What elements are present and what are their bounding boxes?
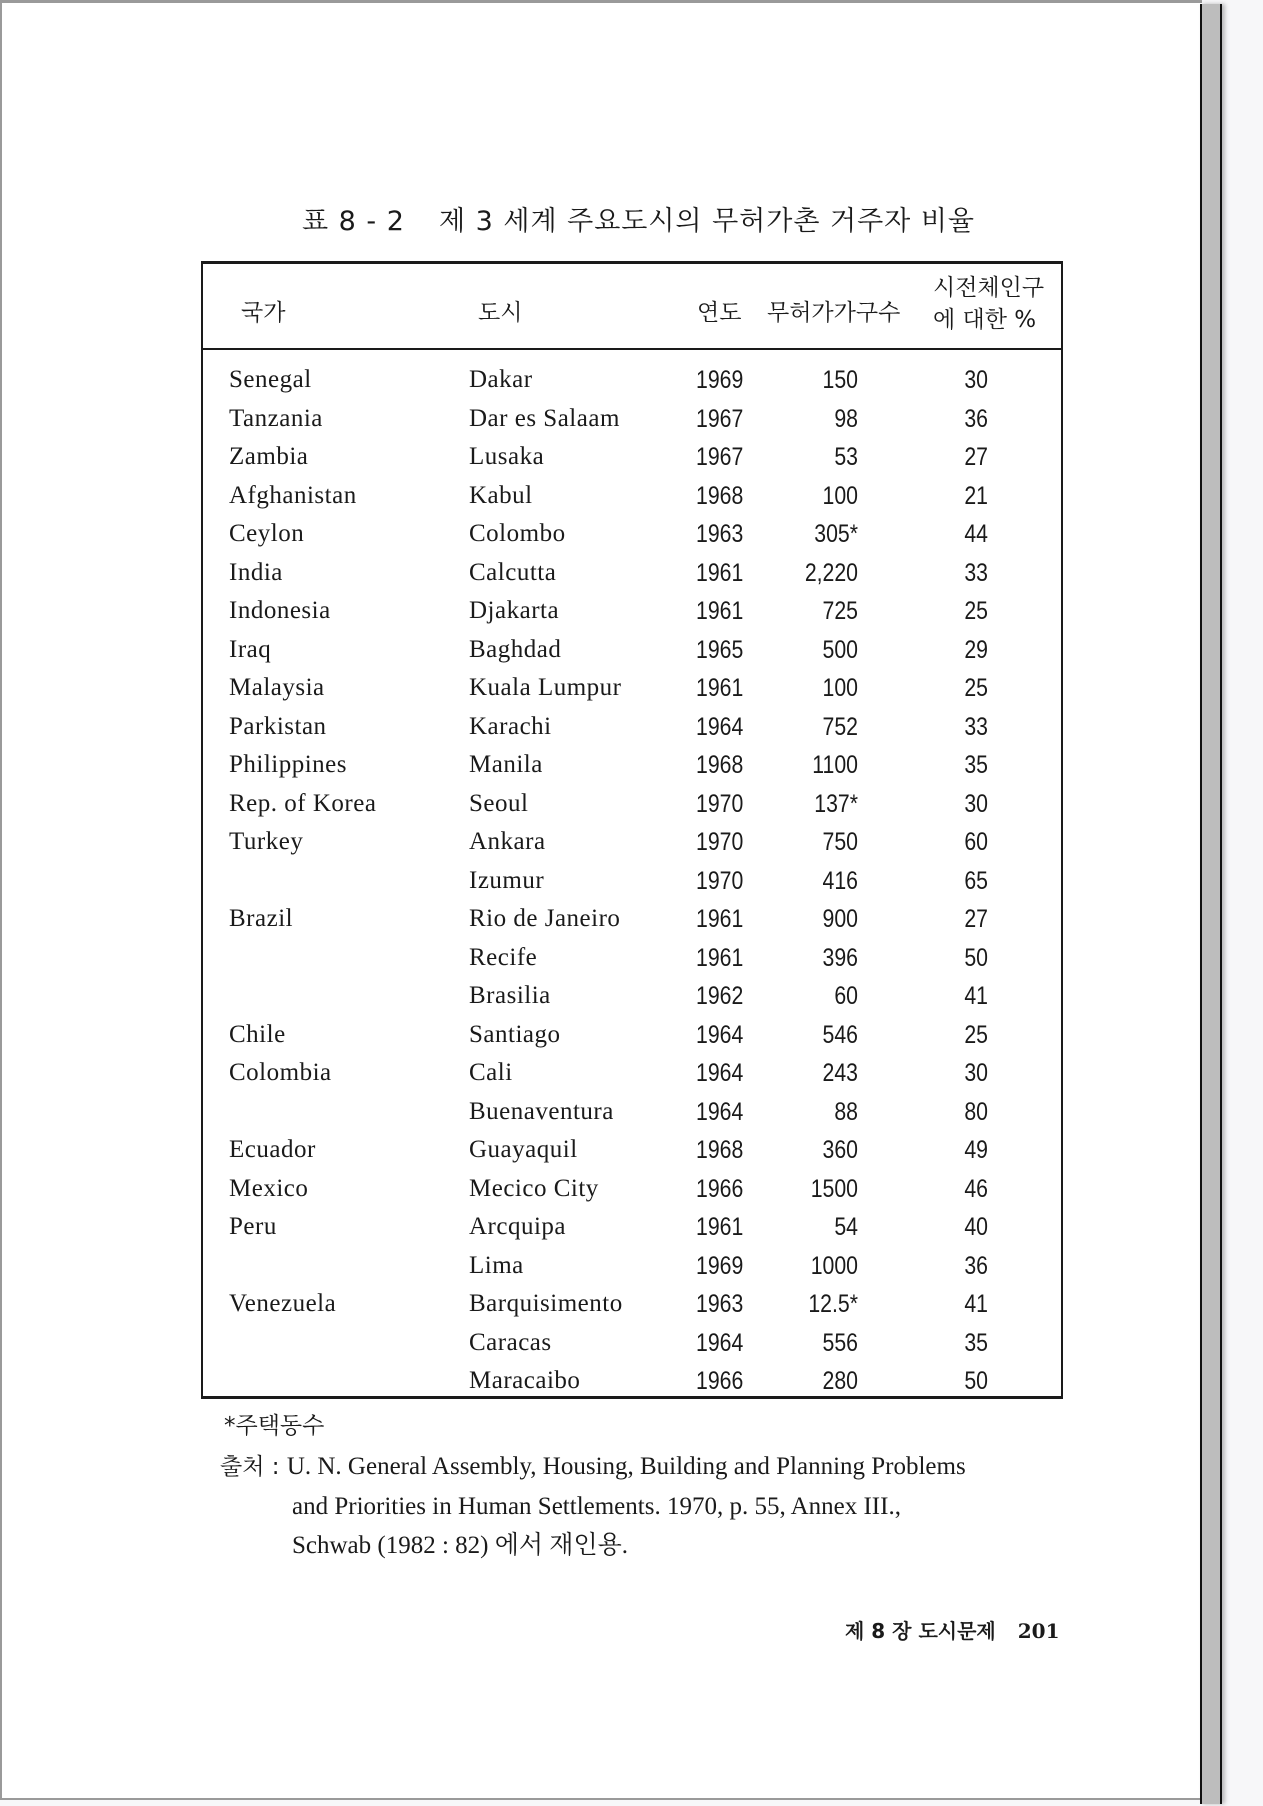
cell-percent: 46: [964, 1174, 988, 1203]
cell-count: 137*: [814, 789, 858, 818]
cell-percent: 33: [964, 712, 988, 741]
cell-city: Cali: [469, 1059, 513, 1086]
cell-country: Mexico: [229, 1174, 309, 1202]
cell-count: 752: [822, 712, 858, 741]
table-row: [203, 1327, 1061, 1366]
cell-city: Mecico City: [469, 1174, 599, 1202]
header-country: 국가: [241, 300, 286, 326]
cell-percent: 27: [964, 443, 988, 471]
cell-count: 305*: [814, 520, 858, 548]
cell-count: 900: [822, 905, 858, 933]
cell-year: 1970: [696, 789, 744, 818]
table-row: [203, 1365, 1061, 1404]
cell-percent: 36: [964, 1251, 988, 1280]
cell-city: Lima: [469, 1251, 524, 1279]
table-row: [203, 1019, 1061, 1058]
cell-country: Zambia: [229, 443, 309, 470]
cell-year: 1967: [696, 443, 744, 471]
cell-percent: 35: [964, 1328, 988, 1357]
cell-count: 546: [822, 1020, 858, 1049]
cell-country: Afghanistan: [229, 481, 357, 509]
cell-country: Tanzania: [229, 404, 323, 432]
table-row: [203, 980, 1061, 1019]
table-row: [203, 364, 1061, 403]
cell-city: Karachi: [469, 712, 552, 740]
cell-city: Seoul: [469, 789, 529, 817]
table-row: [203, 942, 1061, 981]
cell-count: 1500: [810, 1174, 858, 1203]
cell-country: Peru: [229, 1213, 277, 1240]
cell-percent: 49: [964, 1136, 988, 1164]
cell-percent: 41: [964, 1290, 988, 1318]
cell-country: Venezuela: [229, 1290, 337, 1317]
cell-year: 1961: [696, 674, 744, 702]
cell-count: 54: [834, 1213, 858, 1241]
cell-count: 280: [822, 1367, 858, 1395]
cell-count: 360: [822, 1136, 858, 1164]
cell-country: India: [229, 558, 283, 586]
table-row: [203, 711, 1061, 750]
cell-percent: 30: [964, 789, 988, 818]
cell-country: Parkistan: [229, 712, 327, 740]
cell-count: 100: [822, 674, 858, 702]
source-line-1: U. N. General Assembly, Housing, Building and Planning Problems: [286, 1453, 966, 1480]
cell-count: 750: [822, 828, 858, 856]
cell-count: 556: [822, 1328, 858, 1357]
cell-year: 1962: [696, 982, 744, 1010]
cell-year: 1970: [696, 828, 744, 856]
squatter-table: [201, 261, 1063, 1399]
cell-year: 1963: [696, 520, 744, 548]
cell-city: Lusaka: [469, 443, 545, 470]
table-row: [203, 903, 1061, 942]
cell-year: 1970: [696, 866, 744, 895]
cell-count: 416: [822, 866, 858, 895]
cell-percent: 25: [964, 597, 988, 625]
cell-percent: 27: [964, 905, 988, 933]
table-title: 제 3 세계 주요도시의 무허가촌 거주자 비율: [438, 206, 976, 237]
page-number: 201: [1017, 1619, 1060, 1643]
page-footer: [845, 1615, 1059, 1644]
cell-country: Turkey: [229, 828, 304, 855]
cell-country: Colombia: [229, 1059, 332, 1086]
footnote: *주택동수: [224, 1413, 325, 1439]
cell-year: 1964: [696, 1097, 744, 1126]
cell-year: 1961: [696, 943, 744, 972]
cell-percent: 40: [964, 1213, 988, 1241]
header-percent: [933, 272, 1044, 336]
table-row: [203, 1173, 1061, 1212]
cell-percent: 35: [964, 751, 988, 779]
table-row: [203, 1057, 1061, 1096]
cell-year: 1964: [696, 1059, 744, 1087]
cell-year: 1968: [696, 1136, 744, 1164]
cell-country: Philippines: [229, 751, 348, 778]
cell-percent: 25: [964, 1020, 988, 1049]
cell-percent: 44: [964, 520, 988, 548]
source-line-2: and Priorities in Human Settlements. 1970, p. 55, Annex III.,: [292, 1493, 901, 1520]
cell-percent: 33: [964, 558, 988, 587]
cell-count: 1100: [812, 751, 858, 779]
cell-country: Chile: [229, 1020, 286, 1048]
cell-year: 1965: [696, 635, 744, 664]
cell-country: Indonesia: [229, 597, 331, 624]
cell-country: Malaysia: [229, 674, 325, 701]
table-row: [203, 826, 1061, 865]
table-row: [203, 788, 1061, 827]
cell-percent: 65: [964, 866, 988, 895]
cell-country: Rep. of Korea: [229, 789, 377, 817]
cell-city: Manila: [469, 751, 543, 778]
cell-city: Maracaibo: [469, 1367, 581, 1394]
cell-year: 1961: [696, 558, 744, 587]
cell-percent: 41: [964, 982, 988, 1010]
cell-count: 243: [822, 1059, 858, 1087]
cell-city: Izumur: [469, 866, 545, 894]
cell-country: Ceylon: [229, 520, 305, 547]
cell-city: Djakarta: [469, 597, 560, 624]
page-edge-shadow: [1200, 4, 1222, 1804]
cell-city: Dakar: [469, 366, 533, 393]
cell-country: Senegal: [229, 366, 312, 393]
cell-percent: 21: [964, 481, 988, 510]
table-row: [203, 634, 1061, 673]
cell-city: Baghdad: [469, 635, 562, 663]
cell-year: 1966: [696, 1367, 744, 1395]
cell-year: 1963: [696, 1290, 744, 1318]
table-row: [203, 557, 1061, 596]
cell-percent: 50: [964, 943, 988, 972]
cell-year: 1961: [696, 597, 744, 625]
cell-year: 1961: [696, 905, 744, 933]
cell-percent: 30: [964, 1059, 988, 1087]
table-row: [203, 1134, 1061, 1173]
cell-year: 1968: [696, 481, 744, 510]
cell-city: Rio de Janeiro: [469, 905, 621, 932]
cell-country: Ecuador: [229, 1136, 316, 1163]
cell-city: Recife: [469, 943, 538, 971]
header-city: 도시: [478, 300, 523, 326]
cell-city: Arcquipa: [469, 1213, 567, 1240]
cell-year: 1964: [696, 1328, 744, 1357]
cell-year: 1966: [696, 1174, 744, 1203]
cell-count: 1000: [810, 1251, 858, 1280]
cell-city: Dar es Salaam: [469, 404, 620, 432]
cell-year: 1968: [696, 751, 744, 779]
cell-count: 725: [822, 597, 858, 625]
cell-count: 88: [834, 1097, 858, 1126]
cell-percent: 80: [964, 1097, 988, 1126]
table-row: [203, 749, 1061, 788]
cell-percent: 36: [964, 404, 988, 433]
cell-count: 12.5*: [808, 1290, 858, 1318]
table-number: 표 8 - 2: [302, 206, 405, 237]
source-line-3: Schwab (1982 : 82) 에서 재인용.: [292, 1532, 628, 1559]
cell-percent: 25: [964, 674, 988, 702]
cell-year: 1969: [696, 1251, 744, 1280]
table-row: [203, 1096, 1061, 1135]
table-header: [203, 264, 1061, 350]
cell-count: 53: [834, 443, 858, 471]
cell-year: 1964: [696, 712, 744, 741]
cell-year: 1964: [696, 1020, 744, 1049]
cell-city: Calcutta: [469, 558, 557, 586]
cell-city: Santiago: [469, 1020, 561, 1048]
table-row: [203, 441, 1061, 480]
cell-count: 2,220: [804, 558, 858, 587]
table-row: [203, 403, 1061, 442]
table-row: [203, 518, 1061, 557]
cell-count: 500: [822, 635, 858, 664]
cell-city: Caracas: [469, 1328, 552, 1356]
cell-country: Iraq: [229, 635, 272, 663]
table-caption: [302, 199, 1002, 238]
table-row: [203, 595, 1061, 634]
table-row: [203, 1211, 1061, 1250]
cell-percent: 50: [964, 1367, 988, 1395]
cell-count: 98: [834, 404, 858, 433]
table-row: [203, 480, 1061, 519]
cell-city: Buenaventura: [469, 1097, 614, 1125]
cell-country: Brazil: [229, 905, 294, 932]
table-row: [203, 865, 1061, 904]
table-body: [203, 350, 1061, 1404]
table-row: [203, 1288, 1061, 1327]
cell-year: 1961: [696, 1213, 744, 1241]
cell-city: Colombo: [469, 520, 566, 547]
header-count: 무허가가구수: [767, 300, 901, 326]
source-label: 출처 :: [220, 1454, 287, 1480]
cell-city: Brasilia: [469, 982, 551, 1009]
header-percent-line1: 시전체인구: [933, 275, 1045, 301]
cell-city: Kuala Lumpur: [469, 674, 622, 701]
cell-city: Ankara: [469, 828, 546, 855]
source-citation: [220, 1447, 1080, 1565]
cell-count: 100: [822, 481, 858, 510]
cell-percent: 29: [964, 635, 988, 664]
cell-count: 60: [834, 982, 858, 1010]
cell-percent: 30: [964, 366, 988, 394]
cell-city: Kabul: [469, 481, 533, 509]
cell-year: 1967: [696, 404, 744, 433]
header-percent-line2: 에 대한 %: [933, 307, 1037, 333]
cell-count: 150: [822, 366, 858, 394]
table-row: [203, 672, 1061, 711]
cell-city: Guayaquil: [469, 1136, 578, 1163]
cell-count: 396: [822, 943, 858, 972]
chapter-title: 제 8 장 도시문제: [845, 1619, 996, 1643]
cell-year: 1969: [696, 366, 744, 394]
header-year: 연도: [697, 300, 742, 326]
table-row: [203, 1250, 1061, 1289]
cell-percent: 60: [964, 828, 988, 856]
cell-city: Barquisimento: [469, 1290, 623, 1317]
